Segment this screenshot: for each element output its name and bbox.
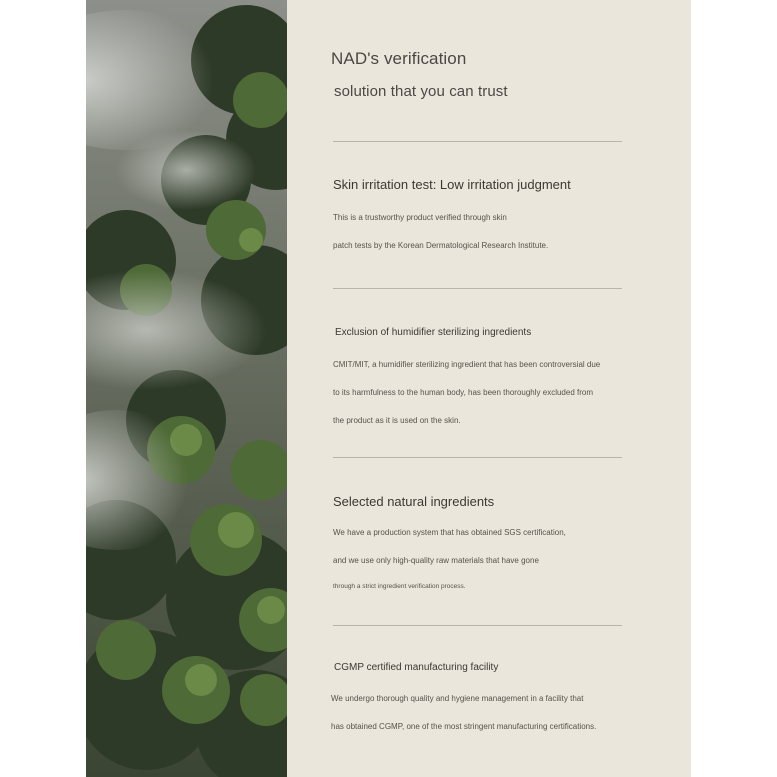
section-text-line: to its harmfulness to the human body, has been thoroughly excluded from: [333, 388, 594, 397]
divider: [333, 625, 622, 626]
section-text-line: We have a production system that has obtained SGS certification,: [333, 528, 566, 537]
section-text-line: and we use only high-quality raw materials that have gone: [333, 556, 539, 565]
section-text-line: has obtained CGMP, one of the most stringent manufacturing certifications.: [331, 722, 597, 731]
divider: [333, 288, 622, 289]
section-text-line: the product as it is used on the skin.: [333, 416, 461, 425]
verification-panel: [287, 0, 691, 777]
divider: [333, 141, 622, 142]
section-heading-humidifier: Exclusion of humidifier sterilizing ingredients: [335, 327, 532, 338]
section-text-line: We undergo thorough quality and hygiene management in a facility that: [331, 694, 584, 703]
section-text-line: patch tests by the Korean Dermatological Research Institute.: [333, 241, 549, 250]
section-heading-cgmp: CGMP certified manufacturing facility: [334, 662, 499, 673]
forest-illustration: [86, 0, 287, 777]
page-title-line1: NAD's verification: [331, 49, 467, 68]
section-text-line: CMIT/MIT, a humidifier sterilizing ingredient that has been controversial due: [333, 360, 601, 369]
section-heading-skin-irritation: Skin irritation test: Low irritation judgment: [333, 177, 571, 192]
forest-mist-photo: [86, 0, 287, 777]
section-text-line: This is a trustworthy product verified through skin: [333, 213, 507, 222]
divider: [333, 457, 622, 458]
section-text-line: through a strict ingredient verification process.: [333, 583, 466, 590]
section-heading-natural-ingredients: Selected natural ingredients: [333, 494, 495, 509]
page-title-line2: solution that you can trust: [334, 83, 508, 100]
